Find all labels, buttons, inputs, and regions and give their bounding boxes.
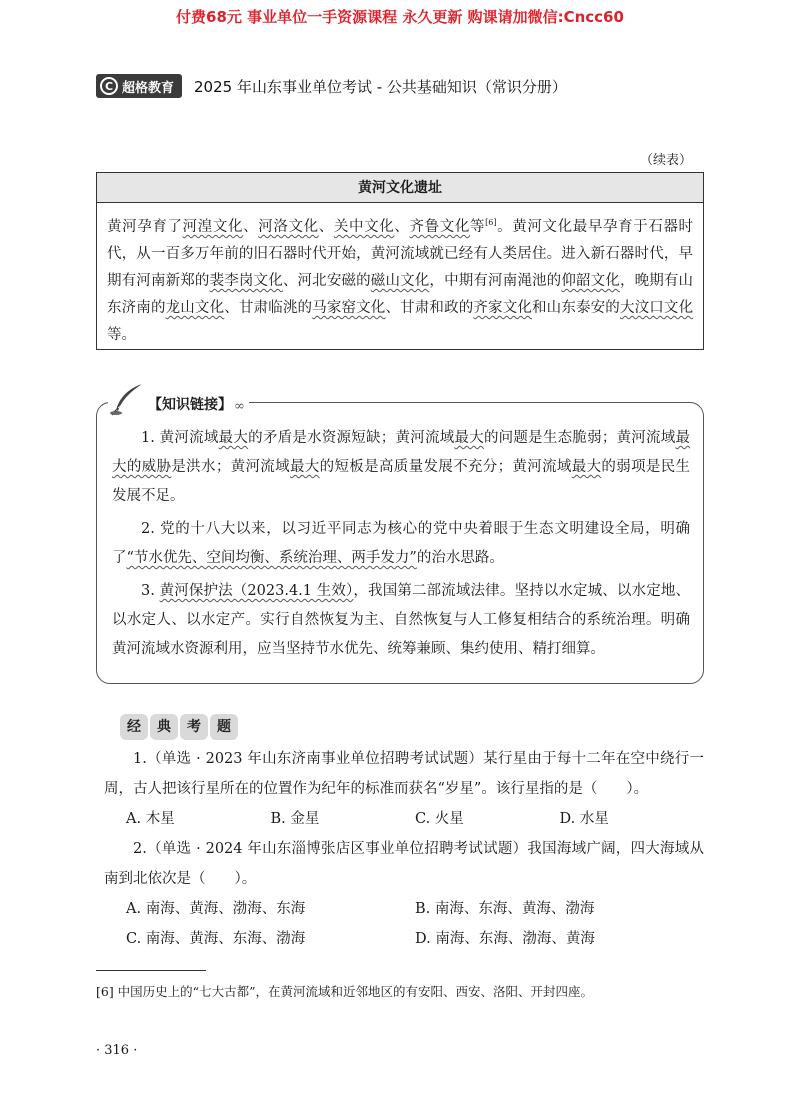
question-2-text: 2.（单选 · 2024 年山东淄博张店区事业单位招聘考试试题）我国海域广阔，四大海域从南到北依次是（ ）。 [104,841,704,887]
culture-term: 龙山文化 [165,299,225,316]
text-span: 是洪水；黄河流域 [171,459,290,475]
culture-term: 马家窑文化 [312,299,386,316]
knowledge-link-body [112,424,690,668]
option-c[interactable]: C. 火星 [415,811,464,827]
key-term: 最大 [454,430,484,446]
culture-term: 裴李岗文化 [209,272,283,289]
logo-text: 超格教育 [122,80,175,96]
badge-char: 题 [210,714,238,740]
quill-icon [108,382,146,416]
table-body [97,203,703,355]
key-term: 最大 [289,459,320,475]
option-a[interactable]: A. 南海、黄海、渤海、东海 [126,901,306,917]
culture-term: 大汶口文化 [619,299,694,316]
text-span: ，晚期有山东济南的 [107,272,694,316]
text-span: 的短板是高质量发展不充分；黄河流域 [319,459,572,475]
text-span: 、 [243,218,259,235]
ad-banner: 付费68元 事业单位一手资源课程 永久更新 购课请加微信:Cncc60 [176,8,624,26]
text-span: 等。 [107,326,136,343]
text-span: 黄河孕育了 [107,218,183,235]
page-header [96,74,567,98]
key-term: 最大 [218,430,249,446]
key-term: 最大 [571,459,602,475]
text-span: 、甘肃临洮的 [224,299,313,316]
question-1-text: 1.（单选 · 2023 年山东济南事业单位招聘考试试题）某行星由于每十二年在空中绕行一周，古人把该行星所在的位置作为纪年的标准而获名“岁星”。该行星指的是（ ）。 [104,751,704,797]
text-span: 、甘肃和政的 [385,299,474,316]
text-span: 、 [318,218,334,235]
knowledge-item-1 [112,424,690,511]
knowledge-item-3 [112,577,690,664]
culture-term: 河湟文化 [182,218,244,235]
culture-term: 磁山文化 [370,272,430,289]
option-b[interactable]: B. 南海、东海、黄海、渤海 [415,901,595,917]
text-span: 的问题是生态脆弱；黄河流域 [483,430,676,446]
publisher-logo [96,74,182,98]
text-span: 的弱项是民生发展不足。 [112,459,691,504]
text-span: 的治水思路。 [416,550,504,566]
key-term: “节水优先、空间均衡、系统治理、两手发力” [126,550,417,566]
chain-icon: ∞ [234,399,245,414]
culture-term: 齐鲁文化 [409,218,470,235]
option-d[interactable]: D. 南海、东海、渤海、黄海 [415,931,595,947]
footnote-ref[interactable]: [6] [485,218,497,227]
footnote-divider [96,970,206,971]
question-2-options-row-1 [104,894,704,924]
text-span: 1. 黄河流域 [141,430,219,446]
text-span: 、 [394,218,410,235]
continued-label: （续表） [640,153,693,168]
knowledge-link-header [108,382,249,416]
option-d[interactable]: D. 水星 [559,811,609,827]
badge-char: 经 [120,714,148,740]
text-span: 3. [141,583,160,599]
knowledge-item-2 [112,515,690,573]
question-1-options [104,804,704,834]
badge-char: 典 [150,714,178,740]
option-b[interactable]: B. 金星 [270,811,320,827]
culture-term: 河洛文化 [258,218,319,235]
culture-term: 齐家文化 [473,299,533,316]
text-span: ，中期有河南渑池的 [429,272,562,289]
culture-term: 关中文化 [333,218,395,235]
text-span: 和山东泰安的 [532,299,620,316]
badge-char: 考 [180,714,208,740]
exam-questions [104,744,704,954]
text-span: ，我国第二部流域法律。坚持以水定城、以水定地、以水定人、以水定产。实行自然恢复为主、自然恢复与人工修复相结合的系统治理。明确黄河流域水资源利用，应当坚持节水优先、统筹兼顾、集约使用、精打细算。 [112,583,690,657]
text-span: 。黄河文化最早孕育于石器时代，从一百多万年前的旧石器时代开始，黄河流域就已经有人类居住。进入新石器时代，早期有河南新郑的 [107,218,694,289]
logo-icon: C [100,77,118,95]
footnote: [6] 中国历史上的“七大古都”，在黄河流域和近邻地区的有安阳、西安、洛阳、开封四座。 [96,984,593,999]
option-a[interactable]: A. 木星 [126,811,175,827]
book-title: 2025 年山东事业单位考试 - 公共基础知识（常识分册） [194,77,567,96]
option-c[interactable]: C. 南海、黄海、东海、渤海 [126,931,306,947]
page-number: · 316 · [96,1043,138,1058]
section-badge [120,714,240,740]
heritage-table [96,172,704,350]
text-span: 、河北安磁的 [282,272,371,289]
text-span: 2. 党的十八大以来，以习近平同志为核心的党中央着眼于生态文明建设全局，明确了 [112,521,690,566]
culture-term: 仰韶文化 [561,272,620,289]
key-term: 最大的威胁 [112,430,691,475]
key-term: 黄河保护法（2023.4.1 生效） [159,583,354,599]
text-span: 等 [470,218,486,235]
table-heading: 黄河文化遗址 [97,173,703,203]
knowledge-link-title: 【知识链接】 [148,397,232,413]
question-2-options-row-2 [104,924,704,954]
text-span: 的矛盾是水资源短缺；黄河流域 [248,430,455,446]
